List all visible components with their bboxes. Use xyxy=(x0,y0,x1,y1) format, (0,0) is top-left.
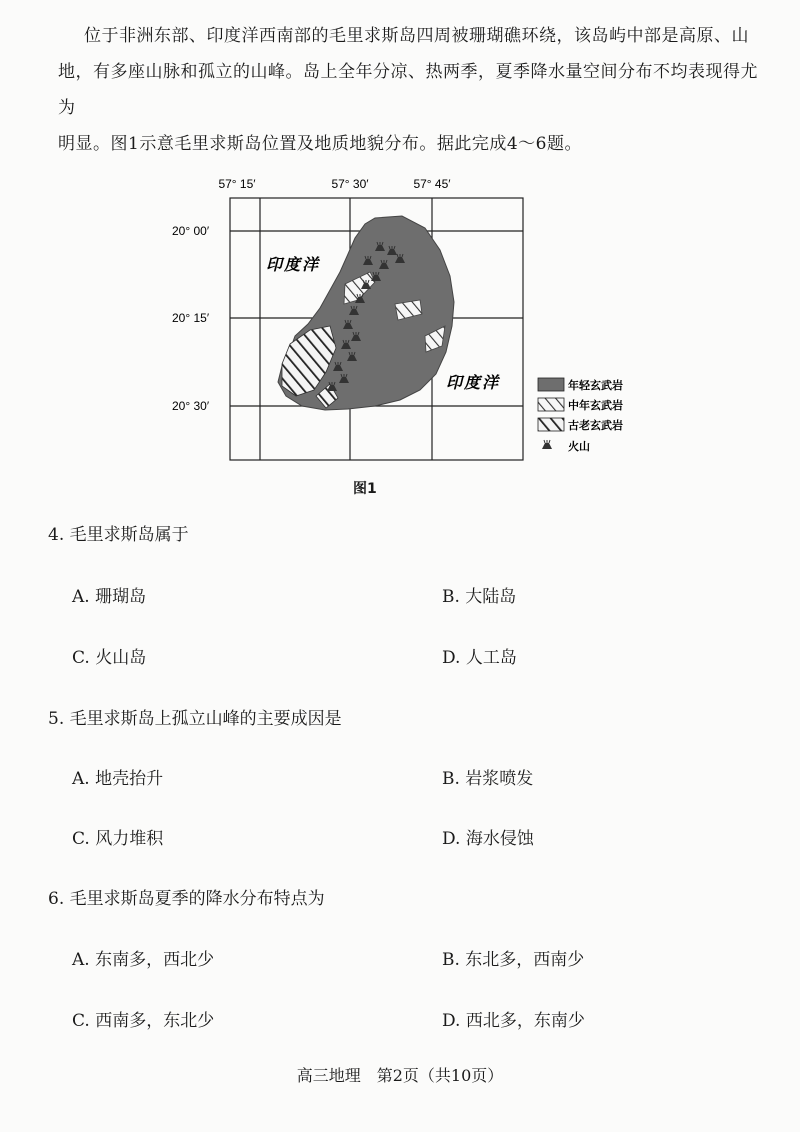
question-5-option-a[interactable]: A. 地壳抬升 xyxy=(72,769,164,789)
ocean-label-east: 印度洋 xyxy=(446,375,501,392)
legend-swatch-young xyxy=(538,378,564,391)
volcano-icon xyxy=(542,440,552,449)
intro-line-1: 位于非洲东部、印度洋西南部的毛里求斯岛四周被珊瑚礁环绕，该岛屿中部是高原、山 xyxy=(84,26,749,46)
question-5-option-b[interactable]: B. 岩浆喷发 xyxy=(442,769,534,789)
intro-paragraph xyxy=(58,18,770,162)
legend-label-volcano: 火山 xyxy=(568,440,590,453)
question-6-option-b[interactable]: B. 东北多，西南少 xyxy=(442,950,585,970)
question-6-option-a[interactable]: A. 东南多，西北少 xyxy=(72,950,215,970)
question-6-stem: 6. 毛里求斯岛夏季的降水分布特点为 xyxy=(48,889,325,909)
intro-line-3: 明显。图1示意毛里求斯岛位置及地质地貌分布。据此完成4～6题。 xyxy=(58,134,582,154)
map-legend xyxy=(538,378,623,453)
question-4-option-d[interactable]: D. 人工岛 xyxy=(442,648,517,668)
figure-caption: 图1 xyxy=(353,481,377,497)
question-6-option-c[interactable]: C. 西南多，东北少 xyxy=(72,1011,215,1031)
lon-label-1: 57° 15′ xyxy=(218,177,256,191)
lat-label-1: 20° 00′ xyxy=(172,224,210,238)
legend-swatch-old xyxy=(538,418,564,431)
question-4-option-c[interactable]: C. 火山岛 xyxy=(72,648,147,668)
legend-label-old: 古老玄武岩 xyxy=(568,419,623,432)
legend-label-young: 年轻玄武岩 xyxy=(568,379,623,392)
question-5-option-c[interactable]: C. 风力堆积 xyxy=(72,829,164,849)
question-5-option-d[interactable]: D. 海水侵蚀 xyxy=(442,829,534,849)
lon-label-2: 57° 30′ xyxy=(331,177,369,191)
question-5-stem: 5. 毛里求斯岛上孤立山峰的主要成因是 xyxy=(48,709,342,729)
lon-label-3: 57° 45′ xyxy=(413,177,451,191)
lat-label-2: 20° 15′ xyxy=(172,311,210,325)
page-footer: 高三地理 第2页（共10页） xyxy=(296,1066,504,1085)
intro-line-2: 地，有多座山脉和孤立的山峰。岛上全年分凉、热两季，夏季降水量空间分布不均表现得尤为 xyxy=(58,62,758,118)
lat-label-3: 20° 30′ xyxy=(172,399,210,413)
legend-swatch-middle xyxy=(538,398,564,411)
question-4-option-b[interactable]: B. 大陆岛 xyxy=(442,587,517,607)
question-6-option-d[interactable]: D. 西北多，东南少 xyxy=(442,1011,585,1031)
question-4-option-a[interactable]: A. 珊瑚岛 xyxy=(72,587,147,607)
ocean-label-northwest: 印度洋 xyxy=(266,257,321,274)
figure-1-map xyxy=(170,176,640,476)
question-4-stem: 4. 毛里求斯岛属于 xyxy=(48,525,189,545)
legend-label-middle: 中年玄武岩 xyxy=(568,399,623,412)
